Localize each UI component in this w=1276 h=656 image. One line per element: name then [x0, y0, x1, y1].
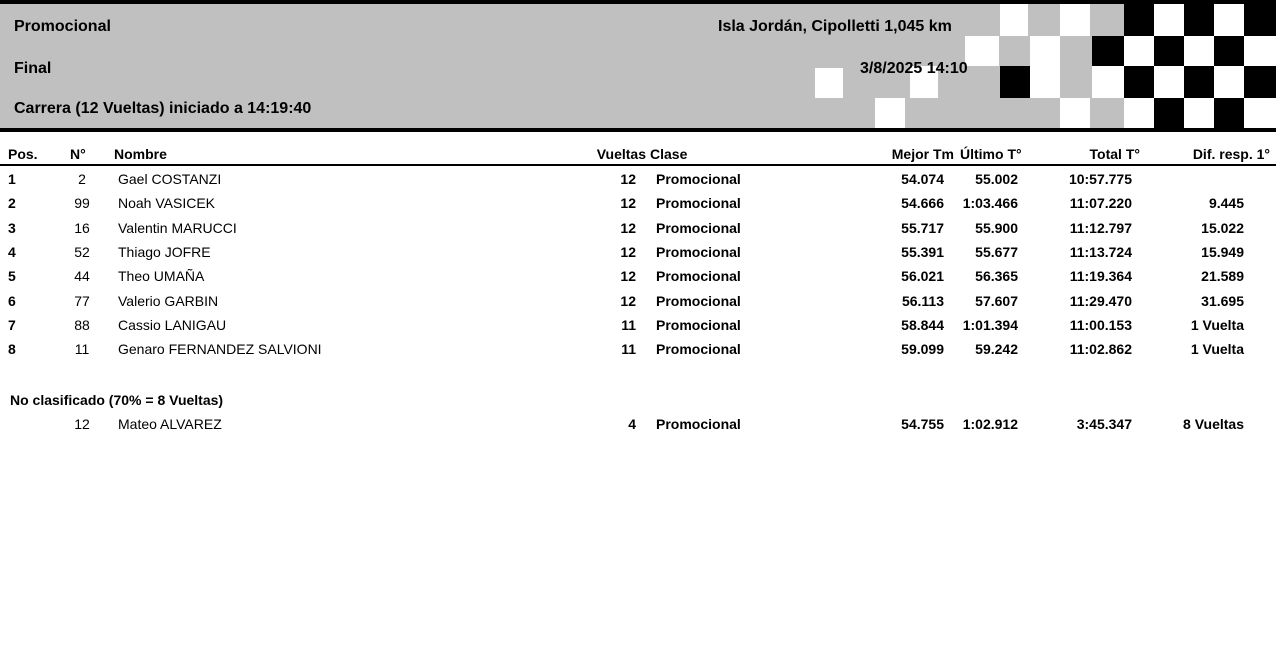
cell-class: Promocional	[656, 341, 741, 358]
cell-pos: 6	[8, 292, 16, 309]
col-num: N°	[70, 146, 86, 162]
cell-last: 55.677	[975, 243, 1018, 260]
table-row	[0, 265, 1276, 289]
cell-pos: 8	[8, 341, 16, 358]
cell-diff: 8 Vueltas	[1183, 416, 1244, 432]
cell-laps: 12	[620, 292, 636, 309]
cell-class: Promocional	[656, 416, 741, 432]
col-best: Mejor Tm	[891, 146, 954, 162]
cell-num: 16	[74, 219, 90, 236]
cell-num: 77	[74, 292, 90, 309]
table-row	[0, 168, 1276, 192]
cell-last: 57.607	[975, 292, 1018, 309]
cell-num: 88	[74, 316, 90, 333]
cell-num: 12	[74, 416, 90, 432]
cell-best: 54.666	[901, 195, 944, 212]
cell-pos: 7	[8, 316, 16, 333]
cell-name: Genaro FERNANDEZ SALVIONI	[118, 341, 322, 358]
col-class: Clase	[650, 146, 688, 162]
cell-class: Promocional	[656, 219, 741, 236]
cell-total: 11:00.153	[1069, 316, 1132, 333]
cell-last: 59.242	[975, 341, 1018, 358]
col-name: Nombre	[114, 146, 167, 162]
table-row	[0, 290, 1276, 314]
race-datetime: 3/8/2025 14:10	[860, 60, 968, 77]
cell-best: 54.074	[901, 171, 944, 187]
cell-total: 3:45.347	[1076, 416, 1132, 432]
cell-laps: 11	[621, 316, 636, 333]
cell-last: 1:02.912	[962, 416, 1018, 432]
cell-name: Mateo ALVAREZ	[118, 416, 222, 432]
cell-class: Promocional	[656, 243, 741, 260]
cell-name: Valerio GARBIN	[118, 292, 219, 309]
col-last: Último T°	[960, 146, 1022, 162]
cell-class: Promocional	[656, 292, 741, 309]
cell-last: 56.365	[975, 268, 1018, 285]
cell-num: 44	[74, 268, 90, 285]
cell-class: Promocional	[656, 195, 741, 212]
col-laps: Vueltas	[596, 146, 646, 162]
cell-diff: 9.445	[1208, 195, 1244, 212]
cell-name: Noah VASICEK	[118, 195, 216, 212]
cell-diff: 15.949	[1201, 243, 1244, 260]
cell-laps: 12	[620, 171, 636, 187]
col-total: Total T°	[1089, 146, 1140, 162]
cell-best: 56.113	[901, 292, 944, 309]
table-row	[0, 338, 1276, 362]
cell-laps: 12	[620, 195, 636, 212]
cell-diff: 1 Vuelta	[1190, 316, 1244, 333]
cell-diff: 21.589	[1201, 268, 1244, 285]
cell-best: 55.391	[901, 243, 944, 260]
table-row	[0, 241, 1276, 265]
cell-pos: 1	[8, 171, 16, 187]
cell-name: Theo UMAÑA	[118, 268, 205, 285]
cell-last: 1:01.394	[962, 316, 1018, 333]
cell-total: 11:13.724	[1069, 243, 1132, 260]
cell-best: 54.755	[901, 416, 944, 432]
cell-laps: 12	[620, 268, 636, 285]
cell-class: Promocional	[656, 268, 741, 285]
cell-name: Gael COSTANZI	[118, 171, 222, 187]
cell-best: 56.021	[901, 268, 944, 285]
cell-total: 11:02.862	[1069, 341, 1132, 358]
col-diff: Dif. resp. 1°	[1192, 146, 1270, 162]
track-info: Isla Jordán, Cipolletti 1,045 km	[718, 18, 952, 35]
table-row	[0, 314, 1276, 338]
cell-name: Valentin MARUCCI	[118, 219, 237, 236]
cell-diff: 31.695	[1201, 292, 1244, 309]
cell-laps: 4	[628, 416, 636, 432]
cell-laps: 11	[621, 341, 636, 358]
cell-class: Promocional	[656, 171, 741, 187]
cell-diff: 15.022	[1201, 219, 1244, 236]
cell-last: 55.002	[975, 171, 1018, 187]
cell-pos: 5	[8, 268, 16, 285]
cell-num: 11	[74, 341, 90, 358]
cell-best: 55.717	[901, 219, 944, 236]
session-title: Final	[14, 60, 52, 77]
cell-num: 99	[74, 195, 90, 212]
cell-total: 11:29.470	[1069, 292, 1132, 309]
cell-name: Cassio LANIGAU	[118, 316, 227, 333]
cell-laps: 12	[620, 219, 636, 236]
table-row	[0, 413, 1276, 437]
results-header	[0, 0, 1276, 132]
not-classified-title: No clasificado (70% = 8 Vueltas)	[10, 392, 224, 408]
cell-name: Thiago JOFRE	[118, 243, 211, 260]
category-title: Promocional	[14, 18, 111, 35]
column-header-row	[0, 138, 1276, 166]
cell-pos: 3	[8, 219, 16, 236]
table-row	[0, 192, 1276, 216]
cell-class: Promocional	[656, 316, 741, 333]
cell-best: 58.844	[901, 316, 944, 333]
cell-total: 10:57.775	[1068, 171, 1132, 187]
cell-last: 55.900	[975, 219, 1018, 236]
cell-num: 2	[78, 171, 86, 187]
cell-best: 59.099	[901, 341, 944, 358]
cell-total: 11:12.797	[1069, 219, 1132, 236]
cell-last: 1:03.466	[962, 195, 1018, 212]
cell-pos: 4	[8, 243, 16, 260]
cell-diff: 1 Vuelta	[1190, 341, 1244, 358]
cell-pos: 2	[8, 195, 16, 212]
cell-num: 52	[74, 243, 90, 260]
table-row	[0, 217, 1276, 241]
race-info: Carrera (12 Vueltas) iniciado a 14:19:40	[14, 100, 312, 117]
cell-total: 11:07.220	[1069, 195, 1132, 212]
cell-laps: 12	[620, 243, 636, 260]
col-pos: Pos.	[8, 146, 38, 162]
cell-total: 11:19.364	[1069, 268, 1132, 285]
